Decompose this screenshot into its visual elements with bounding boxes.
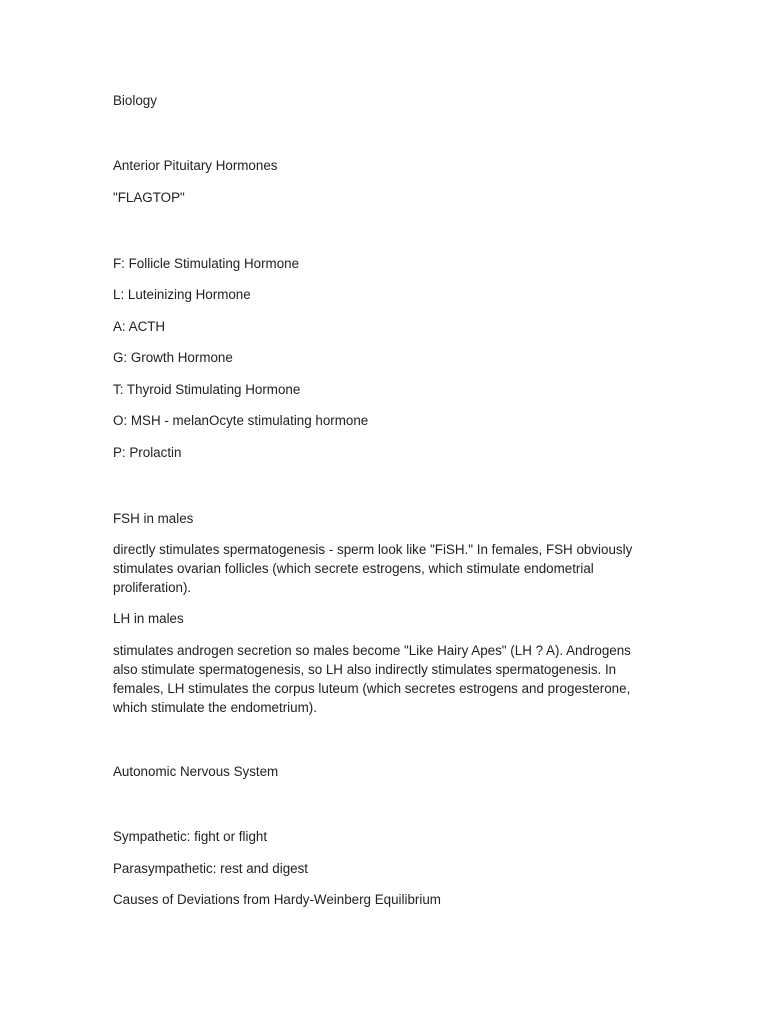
- lh-paragraph: stimulates androgen secretion so males become "Like Hairy Apes" (LH ? A). Androgens also stimulate spermatogenesis, so LH also indirectly stimulates spermatogenesis. In females, LH stimulates the corpus luteum (which secretes estrogens and progesterone, which stimulate the endometrium).: [113, 643, 631, 715]
- list-item-msh: O: MSH - melanOcyte stimulating hormone: [113, 413, 369, 428]
- list-item-thyroid: T: Thyroid Stimulating Hormone: [113, 382, 301, 397]
- list-item-fsh: F: Follicle Stimulating Hormone: [113, 256, 300, 271]
- document-title: Biology: [113, 93, 157, 108]
- list-item-parasympathetic: Parasympathetic: rest and digest: [113, 861, 309, 876]
- list-item-sympathetic: Sympathetic: fight or flight: [113, 829, 268, 844]
- list-item-growth: G: Growth Hormone: [113, 350, 233, 365]
- section-heading-hardy-weinberg: Causes of Deviations from Hardy-Weinberg Equilibrium: [113, 892, 441, 907]
- section-heading-pituitary: Anterior Pituitary Hormones: [113, 158, 278, 173]
- section-heading-autonomic: Autonomic Nervous System: [113, 764, 279, 779]
- mnemonic-text: "FLAGTOP": [113, 190, 185, 205]
- list-item-lh: L: Luteinizing Hormone: [113, 287, 251, 302]
- lh-heading: LH in males: [113, 611, 184, 626]
- list-item-acth: A: ACTH: [113, 319, 166, 334]
- list-item-prolactin: P: Prolactin: [113, 445, 182, 460]
- fsh-paragraph: directly stimulates spermatogenesis - sperm look like "FiSH." In females, FSH obviously stimulates ovarian follicles (which secrete estrogens, which stimulate endometrial proliferation).: [113, 542, 633, 595]
- fsh-heading: FSH in males: [113, 511, 194, 526]
